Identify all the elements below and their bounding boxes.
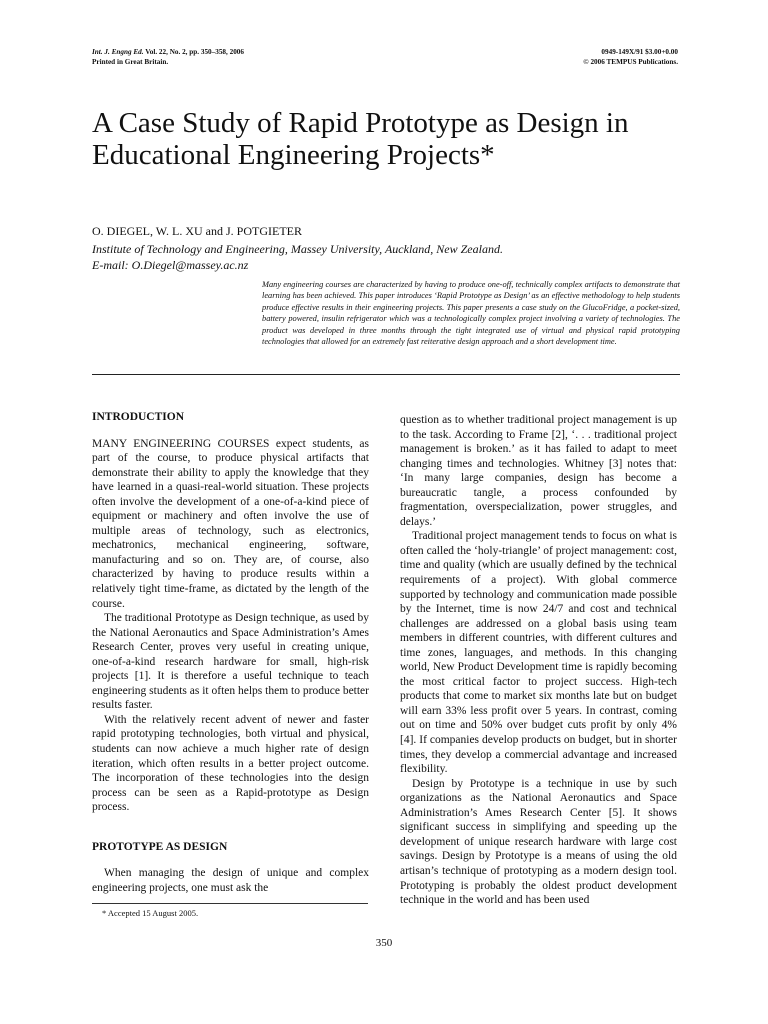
- paper-title: A Case Study of Rapid Prototype as Design in Educational Engineering Projects*: [92, 107, 629, 171]
- journal-name: Int. J. Engng Ed.: [92, 48, 144, 56]
- section-heading-introduction: INTRODUCTION: [92, 411, 185, 423]
- intro-paragraph-1: MANY ENGINEERING COURSES expect students, as part of the course, to produce physical artifacts that demonstrate their ability to apply the knowledge that they have learned in a quasi-real-world situation. These projects often involve the development of a one-of-a-kind piece of equipment or machinery and often involve the use of multiple areas of technology, such as electronics, mechatronics, mechanical engineering, software, manufacturing and so on. They are, of course, also characterized by having to produce results within a relatively tight time-frame, as dictated by the length of the course.: [92, 437, 369, 610]
- prototype-paragraph-1: When managing the design of unique and complex engineering projects, one must ask the: [92, 867, 369, 894]
- affiliation: Institute of Technology and Engineering, Massey University, Auckland, New Zealand.: [92, 242, 503, 256]
- copyright-note: © 2006 TEMPUS Publications.: [583, 57, 678, 66]
- right-paragraph-1: question as to whether traditional project management is up to the task. According to Frame [2], ‘. . . traditional project management is broken.’ as it has failed to adapt to meet changing times and technologies. Whitney [3] notes that: ‘In many large companies, design has become a bureaucratic tangle, a process confounded by fragmentation, overspecialization, power struggles, and delays.’: [400, 414, 677, 528]
- left-column: [92, 410, 369, 895]
- right-column: [400, 413, 677, 908]
- author-list: O. DIEGEL, W. L. XU and J. POTGIETER: [92, 224, 302, 238]
- header-divider: [92, 374, 680, 375]
- publisher-header: [583, 48, 678, 67]
- page-number: 350: [375, 937, 393, 949]
- footnote-divider: [92, 903, 368, 904]
- right-paragraph-3: Design by Prototype is a technique in use by such organizations as the National Aeronautics and Space Administration’s Ames Research Center [5]. It shows significant success in simplifying and speeding up the development of unique research hardware with large cost savings. Design by Prototype is a means of using the old artisan’s technique of prototyping as a modern design tool. Prototyping is probably the oldest product development technique in the world and has been used: [400, 777, 677, 907]
- journal-volume: Vol. 22, No. 2, pp. 350–358, 2006: [143, 48, 244, 56]
- right-paragraph-2: Traditional project management tends to focus on what is often called the ‘holy-triangle’ of project management: cost, time and quality (which are usually defined by the technical requirements of a project). With global commerce supported by technology and communication made possible by the Internet, time is now 24/7 and cost and technical challenges are addressed on a global basis using team members in different countries, with different cultures and time zones, languages, and methods. In this changing world, New Product Development time is rapidly becoming the most critical factor to project success. High-tech products that come to market six months late but on budget will earn 33% less profit over 5 years. In contrast, coming out on time and 50% over budget cuts profit by only 4% [4]. If companies develop products on budget, but in shorter times, they develop a commercial advantage and increased flexibility.: [400, 530, 677, 776]
- abstract: Many engineering courses are characterized by having to produce one-off, technically complex artifacts to demonstrate that learning has been achieved. This paper introduces ‘Rapid Prototype as Design’ as an effective methodology to help students produce effective results in their engineering projects. This paper presents a case study on the GlucoFridge, a pocket-sized, battery powered, insulin refrigerator which was a technologically complex project involving a variety of technologies. The product was developed in three months through the tight integrated use of virtual and physical rapid prototyping technologies that allowed for an extremely fast reiterative design approach and a short development time.: [262, 280, 680, 347]
- section-heading-prototype-as-design: PROTOTYPE AS DESIGN: [92, 840, 228, 853]
- issn-price: 0949-149X/91 $3.00+0.00: [601, 48, 678, 56]
- journal-header: [92, 48, 244, 67]
- printed-note: Printed in Great Britain.: [92, 57, 169, 66]
- intro-paragraph-3: With the relatively recent advent of newer and faster rapid prototyping technologies, both virtual and physical, students can now achieve a much higher rate of design iteration, which often results in a better project outcome. The incorporation of these technologies into the design process can be seen as a Rapid-prototype as Design process.: [92, 713, 369, 814]
- journal-citation: [92, 48, 244, 58]
- intro-paragraph-2: The traditional Prototype as Design technique, as used by the National Aeronautics and Space Administration’s Ames Research Center, proves very useful in creating unique, one-of-a-kind research hardware for small, high-risk projects [1]. It is therefore a useful technique to teach engineering students as it often helps them to produce better results faster.: [92, 612, 369, 712]
- footnote: * Accepted 15 August 2005.: [102, 908, 199, 918]
- contact-email: E-mail: O.Diegel@massey.ac.nz: [92, 258, 249, 272]
